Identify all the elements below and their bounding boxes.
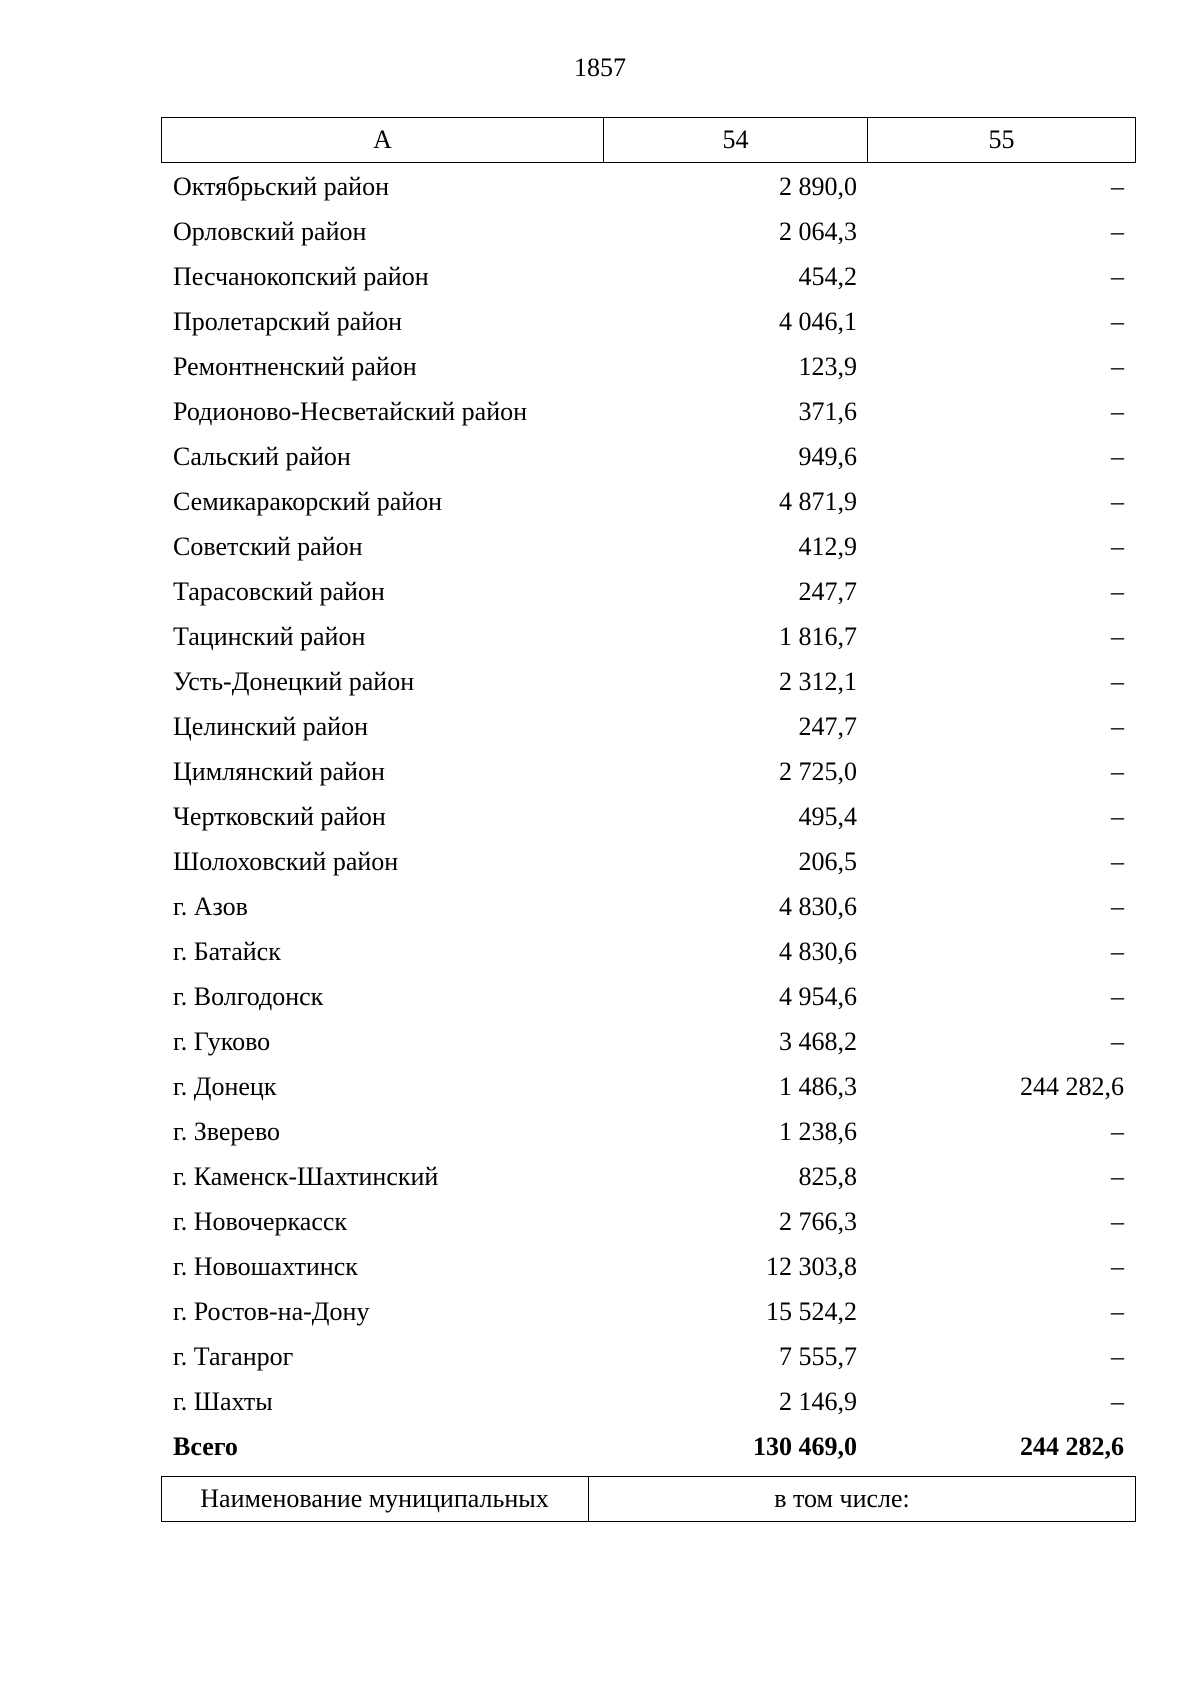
row-value-54: 206,5: [798, 846, 857, 876]
row-value-54: 2 725,0: [779, 756, 857, 786]
row-value-54: 949,6: [798, 441, 857, 471]
header-col-a: А: [162, 118, 604, 162]
table-row: [161, 389, 1136, 434]
table-row: [161, 254, 1136, 299]
row-name: Орловский район: [173, 216, 367, 246]
row-value-54: 4 830,6: [779, 936, 857, 966]
row-value-55: –: [1111, 261, 1124, 291]
row-name: г. Ростов-на-Дону: [173, 1296, 370, 1326]
header-col-55: 55: [988, 125, 1015, 154]
table-row: [161, 1064, 1136, 1109]
row-value-55: –: [1111, 756, 1124, 786]
row-name: г. Азов: [173, 891, 248, 921]
row-value-54: 825,8: [798, 1161, 857, 1191]
total-row: [161, 1424, 1136, 1469]
row-name: г. Батайск: [173, 936, 281, 966]
row-name: г. Зверево: [173, 1116, 281, 1146]
row-name: г. Донецк: [173, 1071, 277, 1101]
total-name: Всего: [173, 1431, 238, 1461]
row-value-54: 412,9: [798, 531, 857, 561]
total-value-55: 244 282,6: [1020, 1431, 1124, 1461]
row-name: Чертковский район: [173, 801, 386, 831]
row-value-55: –: [1111, 576, 1124, 606]
row-value-55: –: [1111, 486, 1124, 516]
row-value-55: –: [1111, 936, 1124, 966]
row-value-55: –: [1111, 666, 1124, 696]
row-value-54: 4 954,6: [779, 981, 857, 1011]
row-name: Тацинский район: [173, 621, 366, 651]
row-name: Советский район: [173, 531, 363, 561]
table-row: [161, 749, 1136, 794]
table-row: [161, 479, 1136, 524]
table-row: [161, 1019, 1136, 1064]
table-row: [161, 434, 1136, 479]
row-value-54: 371,6: [798, 396, 857, 426]
table-row: [161, 344, 1136, 389]
row-value-54: 454,2: [798, 261, 857, 291]
row-value-54: 247,7: [798, 711, 857, 741]
row-value-54: 2 312,1: [779, 666, 857, 696]
row-value-55: –: [1111, 981, 1124, 1011]
row-value-54: 2 766,3: [779, 1206, 857, 1236]
row-name: г. Новошахтинск: [173, 1251, 358, 1281]
footer-col-including: в том числе:: [774, 1484, 910, 1513]
row-name: г. Таганрог: [173, 1341, 294, 1371]
table-row: [161, 614, 1136, 659]
row-value-55: –: [1111, 1161, 1124, 1191]
row-name: Родионово-Несветайский район: [173, 396, 528, 426]
row-value-55: –: [1111, 801, 1124, 831]
row-name: Шолоховский район: [173, 846, 399, 876]
table-row: [161, 884, 1136, 929]
row-value-55: –: [1111, 891, 1124, 921]
table-row: [161, 1109, 1136, 1154]
row-name: Октябрьский район: [173, 171, 389, 201]
table-row: [161, 1199, 1136, 1244]
table-row: [161, 1154, 1136, 1199]
row-name: Семикаракорский район: [173, 486, 443, 516]
table-row: [161, 209, 1136, 254]
header-col-54: 54: [604, 118, 868, 162]
table-row: [161, 164, 1136, 209]
row-value-54: 2 064,3: [779, 216, 857, 246]
page-number: 1857: [574, 53, 626, 82]
row-value-54: 4 871,9: [779, 486, 857, 516]
table-row: [161, 704, 1136, 749]
row-value-55: –: [1111, 621, 1124, 651]
table-row: [161, 1289, 1136, 1334]
table-row: [161, 929, 1136, 974]
row-value-54: 4 046,1: [779, 306, 857, 336]
row-value-54: 7 555,7: [779, 1341, 857, 1371]
row-value-55: –: [1111, 1341, 1124, 1371]
row-value-54: 1 486,3: [779, 1071, 857, 1101]
row-value-55: –: [1111, 306, 1124, 336]
row-name: г. Новочеркасск: [173, 1206, 348, 1236]
row-value-55: –: [1111, 351, 1124, 381]
row-value-54: 1 816,7: [779, 621, 857, 651]
table-header: [161, 117, 1136, 163]
row-value-54: 15 524,2: [766, 1296, 857, 1326]
row-value-54: 1 238,6: [779, 1116, 857, 1146]
row-name: Ремонтненский район: [173, 351, 417, 381]
table-row: [161, 524, 1136, 569]
table-row: [161, 1244, 1136, 1289]
row-value-55: –: [1111, 711, 1124, 741]
row-value-54: 247,7: [798, 576, 857, 606]
table-row: [161, 1334, 1136, 1379]
row-value-55: –: [1111, 441, 1124, 471]
row-value-54: 2 890,0: [779, 171, 857, 201]
row-value-54: 12 303,8: [766, 1251, 857, 1281]
row-name: г. Каменск-Шахтинский: [173, 1161, 439, 1191]
row-value-55: –: [1111, 1206, 1124, 1236]
table-row: [161, 299, 1136, 344]
row-value-54: 3 468,2: [779, 1026, 857, 1056]
row-value-55: –: [1111, 1386, 1124, 1416]
row-value-54: 495,4: [798, 801, 857, 831]
row-value-55: –: [1111, 171, 1124, 201]
row-name: Пролетарский район: [173, 306, 403, 336]
table-footer-header: [161, 1476, 1136, 1522]
row-name: г. Волгодонск: [173, 981, 324, 1011]
table-row: [161, 794, 1136, 839]
row-value-54: 2 146,9: [779, 1386, 857, 1416]
table-row: [161, 839, 1136, 884]
row-value-55: –: [1111, 846, 1124, 876]
row-name: г. Гуково: [173, 1026, 271, 1056]
row-name: Цимлянский район: [173, 756, 385, 786]
row-value-55: –: [1111, 396, 1124, 426]
row-value-55: –: [1111, 1251, 1124, 1281]
row-name: Сальский район: [173, 441, 351, 471]
footer-col-name: Наименование муниципальных: [161, 1477, 589, 1521]
table-row: [161, 659, 1136, 704]
table-row: [161, 1379, 1136, 1424]
row-value-55: –: [1111, 1026, 1124, 1056]
row-value-55: –: [1111, 531, 1124, 561]
total-value-54: 130 469,0: [753, 1431, 857, 1461]
row-value-55: –: [1111, 216, 1124, 246]
row-name: Усть-Донецкий район: [173, 666, 415, 696]
row-value-55: 244 282,6: [1020, 1071, 1124, 1101]
row-value-55: –: [1111, 1116, 1124, 1146]
row-name: г. Шахты: [173, 1386, 273, 1416]
table-row: [161, 569, 1136, 614]
row-value-55: –: [1111, 1296, 1124, 1326]
row-value-54: 4 830,6: [779, 891, 857, 921]
row-name: Целинский район: [173, 711, 368, 741]
row-name: Песчанокопский район: [173, 261, 429, 291]
row-value-54: 123,9: [798, 351, 857, 381]
table-body: [161, 164, 1136, 1469]
row-name: Тарасовский район: [173, 576, 385, 606]
table-row: [161, 974, 1136, 1019]
